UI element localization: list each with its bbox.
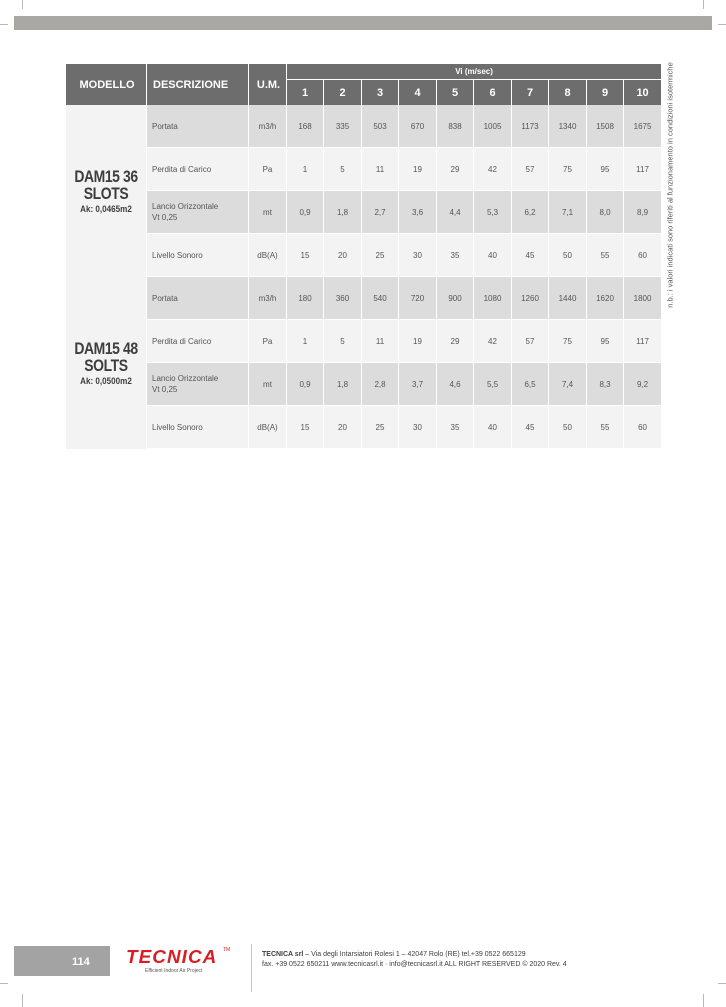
model-ak: Ak: 0,0500m2 (80, 376, 132, 386)
model-name-line2: SOLTS (84, 356, 128, 375)
value-cell: 15 (287, 406, 324, 449)
table-row (66, 277, 661, 320)
value-cell: 25 (362, 234, 399, 277)
value-cell: 6,2 (512, 191, 549, 234)
value-cell: 57 (512, 320, 549, 363)
value-cell: 7,4 (549, 363, 587, 406)
table-row (66, 105, 661, 148)
page-number: 114 (72, 956, 90, 968)
header-col-8: 8 (549, 80, 587, 105)
value-cell: 8,9 (624, 191, 661, 234)
value-cell: 60 (624, 406, 661, 449)
unit-cell: m3/h (249, 105, 287, 148)
table-row (66, 406, 661, 449)
value-cell: 4,4 (437, 191, 474, 234)
value-cell: 1 (287, 320, 324, 363)
value-cell: 335 (324, 105, 362, 148)
crop-mark (0, 983, 8, 984)
value-cell: 75 (549, 320, 587, 363)
model-ak: Ak: 0,0465m2 (80, 204, 132, 214)
value-cell: 45 (512, 234, 549, 277)
value-cell: 4,6 (437, 363, 474, 406)
value-cell: 8,3 (587, 363, 624, 406)
table-row (66, 191, 661, 234)
model-cell (66, 105, 147, 277)
value-cell: 2,8 (362, 363, 399, 406)
value-cell: 95 (587, 148, 624, 191)
value-cell: 838 (437, 105, 474, 148)
footer-contact: fax. +39 0522 650211 www.tecnicasrl.it · info@tecnicasrl.it ALL RIGHT RESERVED © 2020 Rev. 4 (262, 961, 567, 968)
value-cell: 50 (549, 406, 587, 449)
value-cell: 75 (549, 148, 587, 191)
page-number-box (14, 946, 110, 976)
value-cell: 503 (362, 105, 399, 148)
value-cell: 25 (362, 406, 399, 449)
description-line2: Vt 0,25 (152, 213, 178, 222)
value-cell: 55 (587, 234, 624, 277)
side-note (658, 62, 681, 308)
value-cell: 40 (474, 234, 512, 277)
description-line1: Livello Sonoro (152, 422, 203, 432)
table-body (66, 105, 661, 449)
unit-cell: Pa (249, 148, 287, 191)
unit-cell: mt (249, 363, 287, 406)
value-cell: 5 (324, 320, 362, 363)
header-col-10: 10 (624, 80, 661, 105)
description-line1: Perdita di Carico (152, 336, 212, 346)
value-cell: 1080 (474, 277, 512, 320)
description-line1: Lancio Orizzontale (152, 202, 219, 211)
value-cell: 15 (287, 234, 324, 277)
description-cell (147, 234, 249, 277)
unit-cell: dB(A) (249, 234, 287, 277)
crop-mark (703, 994, 704, 1007)
value-cell: 20 (324, 234, 362, 277)
value-cell: 168 (287, 105, 324, 148)
header-col-5: 5 (437, 80, 474, 105)
value-cell: 117 (624, 320, 661, 363)
value-cell: 42 (474, 320, 512, 363)
header-model: MODELLO (66, 64, 147, 105)
crop-mark (22, 994, 23, 1007)
value-cell: 30 (399, 406, 437, 449)
header-col-6: 6 (474, 80, 512, 105)
value-cell: 19 (399, 320, 437, 363)
logo-wordmark: TECNICA (126, 947, 218, 967)
unit-cell: Pa (249, 320, 287, 363)
description-cell (147, 191, 249, 234)
value-cell: 35 (437, 406, 474, 449)
description-line1: Livello Sonoro (152, 250, 203, 260)
value-cell: 29 (437, 148, 474, 191)
value-cell: 45 (512, 406, 549, 449)
description-cell (147, 105, 249, 148)
unit-cell: dB(A) (249, 406, 287, 449)
description-line1: Portata (152, 293, 178, 303)
logo-tagline: Efficient Indoor Air Project (145, 968, 203, 974)
description-line1: Lancio Orizzontale (152, 374, 219, 383)
top-bar (14, 16, 712, 30)
value-cell: 7,1 (549, 191, 587, 234)
value-cell: 9,2 (624, 363, 661, 406)
value-cell: 1,8 (324, 363, 362, 406)
crop-mark (0, 24, 8, 25)
logo-trademark: TM (223, 947, 231, 953)
value-cell: 50 (549, 234, 587, 277)
unit-cell: m3/h (249, 277, 287, 320)
value-cell: 1800 (624, 277, 661, 320)
value-cell: 11 (362, 320, 399, 363)
value-cell: 3,7 (399, 363, 437, 406)
value-cell: 1,8 (324, 191, 362, 234)
header-vi: Vi (m/sec) (287, 64, 661, 80)
value-cell: 0,9 (287, 363, 324, 406)
header-col-9: 9 (587, 80, 624, 105)
description-cell (147, 148, 249, 191)
value-cell: 1508 (587, 105, 624, 148)
footer-address-text: – Via degli Intarsiatori Rolesi 1 – 42047 Rolo (RE) tel.+39 0522 665129 (303, 951, 526, 958)
model-name-line2: SLOTS (83, 184, 129, 203)
value-cell: 360 (324, 277, 362, 320)
header-col-2: 2 (324, 80, 362, 105)
header-description: DESCRIZIONE (147, 64, 249, 105)
header-col-1: 1 (287, 80, 324, 105)
crop-mark (718, 24, 726, 25)
value-cell: 720 (399, 277, 437, 320)
value-cell: 1260 (512, 277, 549, 320)
table-row (66, 234, 661, 277)
value-cell: 900 (437, 277, 474, 320)
value-cell: 1620 (587, 277, 624, 320)
value-cell: 1 (287, 148, 324, 191)
header-unit: U.M. (249, 64, 287, 105)
description-cell (147, 277, 249, 320)
model-cell (66, 277, 147, 449)
value-cell: 95 (587, 320, 624, 363)
description-cell (147, 406, 249, 449)
value-cell: 30 (399, 234, 437, 277)
footer-company: TECNICA srl (262, 951, 304, 958)
value-cell: 60 (624, 234, 661, 277)
table-header (66, 64, 661, 105)
crop-mark (718, 983, 726, 984)
footer-divider (251, 944, 252, 992)
value-cell: 180 (287, 277, 324, 320)
value-cell: 1173 (512, 105, 549, 148)
value-cell: 8,0 (587, 191, 624, 234)
value-cell: 1675 (624, 105, 661, 148)
value-cell: 57 (512, 148, 549, 191)
header-col-7: 7 (512, 80, 549, 105)
value-cell: 540 (362, 277, 399, 320)
crop-mark (703, 0, 704, 9)
value-cell: 29 (437, 320, 474, 363)
table-row (66, 148, 661, 191)
value-cell: 19 (399, 148, 437, 191)
value-cell: 40 (474, 406, 512, 449)
header-col-3: 3 (362, 80, 399, 105)
value-cell: 35 (437, 234, 474, 277)
unit-cell: mt (249, 191, 287, 234)
table-row (66, 320, 661, 363)
value-cell: 5 (324, 148, 362, 191)
value-cell: 5,3 (474, 191, 512, 234)
crop-mark (22, 0, 23, 9)
value-cell: 6,5 (512, 363, 549, 406)
description-cell (147, 363, 249, 406)
header-col-4: 4 (399, 80, 437, 105)
model-name-line1: DAM15 48 (74, 339, 138, 358)
value-cell: 1005 (474, 105, 512, 148)
model-name-line1: DAM15 36 (74, 167, 138, 186)
description-line1: Portata (152, 121, 178, 131)
footer-address (262, 951, 526, 958)
value-cell: 117 (624, 148, 661, 191)
value-cell: 1340 (549, 105, 587, 148)
value-cell: 5,5 (474, 363, 512, 406)
value-cell: 0,9 (287, 191, 324, 234)
value-cell: 670 (399, 105, 437, 148)
spec-table (66, 64, 661, 449)
description-line1: Perdita di Carico (152, 164, 212, 174)
value-cell: 55 (587, 406, 624, 449)
description-line2: Vt 0,25 (152, 385, 178, 394)
value-cell: 1440 (549, 277, 587, 320)
tecnica-logo (126, 947, 231, 977)
value-cell: 3,6 (399, 191, 437, 234)
value-cell: 20 (324, 406, 362, 449)
table-row (66, 363, 661, 406)
value-cell: 2,7 (362, 191, 399, 234)
description-cell (147, 320, 249, 363)
side-note-text: n.b.: i valori indicati sono riferiti al funzionamento in condizioni isotermiche (665, 62, 674, 308)
value-cell: 42 (474, 148, 512, 191)
value-cell: 11 (362, 148, 399, 191)
